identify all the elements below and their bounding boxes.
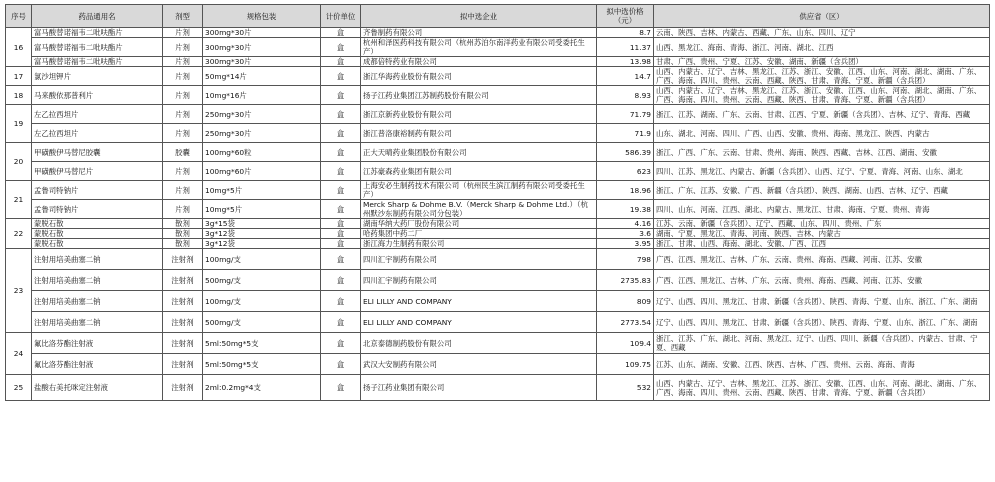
table-row (6, 105, 990, 124)
header-spec: 规格包装 (203, 5, 321, 28)
cell-spec: 300mg*30片 (203, 28, 321, 38)
cell-provinces: 浙江、广西、广东、云南、甘肃、贵州、海南、陕西、西藏、吉林、江西、湖南、安徽 (654, 143, 990, 162)
cell-spec: 10mg*5片 (203, 181, 321, 200)
cell-company: 齐鲁制药有限公司 (361, 28, 597, 38)
cell-unit: 盒 (321, 67, 361, 86)
cell-price: 3.95 (597, 239, 654, 249)
header-unit: 计价单位 (321, 5, 361, 28)
cell-drug-name: 氟比洛芬酯注射液 (32, 354, 163, 375)
cell-price: 19.38 (597, 200, 654, 219)
cell-company: 浙江普洛康裕制药有限公司 (361, 124, 597, 143)
cell-spec: 10mg*16片 (203, 86, 321, 105)
cell-drug-name: 马来酸依那普利片 (32, 86, 163, 105)
cell-price: 8.93 (597, 86, 654, 105)
cell-company: 江苏豪森药业集团有限公司 (361, 162, 597, 181)
cell-spec: 10mg*5片 (203, 200, 321, 219)
cell-drug-name: 注射用培美曲塞二钠 (32, 312, 163, 333)
cell-price: 71.9 (597, 124, 654, 143)
cell-spec: 100mg/支 (203, 249, 321, 270)
table-row (6, 86, 990, 105)
header-name: 药品通用名 (32, 5, 163, 28)
cell-unit: 盒 (321, 375, 361, 401)
cell-spec: 3g*15袋 (203, 219, 321, 229)
cell-provinces: 湖南、宁夏、黑龙江、青海、河南、陕西、吉林、内蒙古 (654, 229, 990, 239)
cell-spec: 3g*12袋 (203, 229, 321, 239)
cell-dosage-form: 散剂 (163, 219, 203, 229)
cell-provinces: 辽宁、山西、四川、黑龙江、甘肃、新疆（含兵团）、陕西、青海、宁夏、山东、浙江、广东、湖南 (654, 291, 990, 312)
cell-seq: 22 (6, 219, 32, 249)
cell-drug-name: 左乙拉西坦片 (32, 124, 163, 143)
cell-price: 809 (597, 291, 654, 312)
cell-drug-name: 蒙脱石散 (32, 239, 163, 249)
cell-drug-name: 氟比洛芬酯注射液 (32, 333, 163, 354)
cell-dosage-form: 散剂 (163, 229, 203, 239)
cell-spec: 2ml:0.2mg*4支 (203, 375, 321, 401)
cell-spec: 250mg*30片 (203, 105, 321, 124)
cell-seq: 17 (6, 67, 32, 86)
cell-drug-name: 注射用培美曲塞二钠 (32, 291, 163, 312)
cell-dosage-form: 片剂 (163, 124, 203, 143)
cell-seq: 19 (6, 105, 32, 143)
cell-price: 3.6 (597, 229, 654, 239)
cell-drug-name: 注射用培美曲塞二钠 (32, 270, 163, 291)
cell-unit: 盒 (321, 86, 361, 105)
cell-spec: 100mg*60片 (203, 162, 321, 181)
cell-price: 2773.54 (597, 312, 654, 333)
cell-provinces: 山西、内蒙古、辽宁、吉林、黑龙江、江苏、浙江、安徽、江西、山东、河南、湖北、湖南、广东、广西、海南、四川、贵州、云南、西藏、陕西、甘肃、青海、宁夏、新疆（含兵团） (654, 86, 990, 105)
cell-unit: 盒 (321, 162, 361, 181)
cell-unit: 盒 (321, 143, 361, 162)
cell-company: 杭州和泽医药科技有限公司（杭州苏泊尔南洋药业有限公司受委托生产） (361, 38, 597, 57)
cell-dosage-form: 注射剂 (163, 354, 203, 375)
cell-price: 798 (597, 249, 654, 270)
cell-company: 哈药集团中药二厂 (361, 229, 597, 239)
cell-drug-name: 孟鲁司特钠片 (32, 200, 163, 219)
cell-price: 623 (597, 162, 654, 181)
header-form: 剂型 (163, 5, 203, 28)
drug-table-wrapper (5, 4, 989, 401)
cell-company: Merck Sharp & Dohme B.V.（Merck Sharp & Dohme Ltd.）（杭州默沙东制药有限公司分包装） (361, 200, 597, 219)
cell-company: 北京泰德制药股份有限公司 (361, 333, 597, 354)
cell-provinces: 浙江、甘肃、山西、海南、湖北、安徽、广西、江西 (654, 239, 990, 249)
cell-company: 成都倍特药业有限公司 (361, 57, 597, 67)
cell-dosage-form: 注射剂 (163, 291, 203, 312)
table-row (6, 270, 990, 291)
cell-company: 扬子江药业集团江苏制药股份有限公司 (361, 86, 597, 105)
table-row (6, 239, 990, 249)
cell-company: ELI LILLY AND COMPANY (361, 291, 597, 312)
cell-provinces: 浙江、江苏、广东、湖北、河南、黑龙江、辽宁、山西、四川、新疆（含兵团）、内蒙古、甘肃、宁夏、西藏 (654, 333, 990, 354)
cell-provinces: 山东、湖北、河南、四川、广西、山西、安徽、贵州、海南、黑龙江、陕西、内蒙古 (654, 124, 990, 143)
cell-company: 扬子江药业集团有限公司 (361, 375, 597, 401)
cell-spec: 500mg/支 (203, 270, 321, 291)
cell-provinces: 辽宁、山西、四川、黑龙江、甘肃、新疆（含兵团）、陕西、青海、宁夏、山东、浙江、广东、湖南 (654, 312, 990, 333)
cell-unit: 盒 (321, 239, 361, 249)
cell-company: ELI LILLY AND COMPANY (361, 312, 597, 333)
cell-provinces: 四川、山东、河南、江西、湖北、内蒙古、黑龙江、甘肃、海南、宁夏、贵州、青海 (654, 200, 990, 219)
cell-seq: 16 (6, 28, 32, 67)
table-row (6, 28, 990, 38)
cell-drug-name: 左乙拉西坦片 (32, 105, 163, 124)
cell-dosage-form: 散剂 (163, 239, 203, 249)
cell-price: 8.7 (597, 28, 654, 38)
cell-dosage-form: 片剂 (163, 105, 203, 124)
header-row (6, 5, 990, 28)
cell-drug-name: 蒙脱石散 (32, 229, 163, 239)
cell-drug-name: 甲磺酸伊马替尼胶囊 (32, 143, 163, 162)
cell-spec: 5ml:50mg*5支 (203, 333, 321, 354)
cell-dosage-form: 片剂 (163, 181, 203, 200)
cell-seq: 24 (6, 333, 32, 375)
cell-drug-name: 氯沙坦钾片 (32, 67, 163, 86)
table-row (6, 249, 990, 270)
cell-dosage-form: 片剂 (163, 162, 203, 181)
cell-seq: 23 (6, 249, 32, 333)
table-row (6, 124, 990, 143)
cell-provinces: 山西、内蒙古、辽宁、吉林、黑龙江、江苏、浙江、安徽、江西、山东、河南、湖北、湖南、广东、广西、海南、四川、贵州、云南、西藏、陕西、甘肃、青海、宁夏、新疆（含兵团） (654, 375, 990, 401)
cell-dosage-form: 片剂 (163, 28, 203, 38)
cell-provinces: 广西、江西、黑龙江、吉林、广东、云南、贵州、海南、西藏、河南、江苏、安徽 (654, 249, 990, 270)
table-body (6, 28, 990, 401)
table-row (6, 200, 990, 219)
cell-provinces: 云南、陕西、吉林、内蒙古、西藏、广东、山东、四川、辽宁 (654, 28, 990, 38)
header-provinces: 供应省（区） (654, 5, 990, 28)
cell-provinces: 江苏、山东、湖南、安徽、江西、陕西、吉林、广西、贵州、云南、海南、青海 (654, 354, 990, 375)
cell-provinces: 广西、江西、黑龙江、吉林、广东、云南、贵州、海南、西藏、河南、江苏、安徽 (654, 270, 990, 291)
drug-selection-table (5, 4, 990, 401)
table-row (6, 219, 990, 229)
cell-unit: 盒 (321, 200, 361, 219)
cell-company: 浙江华海药业股份有限公司 (361, 67, 597, 86)
cell-company: 武汉大安制药有限公司 (361, 354, 597, 375)
cell-drug-name: 富马酸替诺福韦二吡呋酯片 (32, 57, 163, 67)
cell-dosage-form: 片剂 (163, 67, 203, 86)
cell-price: 109.75 (597, 354, 654, 375)
cell-provinces: 山西、黑龙江、海南、青海、浙江、河南、湖北、江西 (654, 38, 990, 57)
cell-price: 14.7 (597, 67, 654, 86)
header-price: 拟中选价格（元） (597, 5, 654, 28)
table-row (6, 229, 990, 239)
table-row (6, 143, 990, 162)
cell-company: 浙江京新药业股份有限公司 (361, 105, 597, 124)
cell-dosage-form: 注射剂 (163, 375, 203, 401)
cell-price: 532 (597, 375, 654, 401)
cell-spec: 500mg/支 (203, 312, 321, 333)
header-seq: 序号 (6, 5, 32, 28)
cell-dosage-form: 胶囊 (163, 143, 203, 162)
table-row (6, 38, 990, 57)
cell-unit: 盒 (321, 105, 361, 124)
cell-seq: 21 (6, 181, 32, 219)
table-row (6, 354, 990, 375)
cell-drug-name: 富马酸替诺福韦二吡呋酯片 (32, 28, 163, 38)
table-row (6, 67, 990, 86)
cell-drug-name: 盐酸右美托咪定注射液 (32, 375, 163, 401)
cell-price: 4.16 (597, 219, 654, 229)
cell-unit: 盒 (321, 354, 361, 375)
cell-unit: 盒 (321, 312, 361, 333)
cell-spec: 100mg/支 (203, 291, 321, 312)
cell-unit: 盒 (321, 124, 361, 143)
cell-spec: 300mg*30片 (203, 57, 321, 67)
table-row (6, 57, 990, 67)
cell-drug-name: 孟鲁司特钠片 (32, 181, 163, 200)
cell-price: 11.37 (597, 38, 654, 57)
cell-dosage-form: 片剂 (163, 38, 203, 57)
table-row (6, 375, 990, 401)
cell-company: 上海安必生制药技术有限公司（杭州民生滨江制药有限公司受委托生产） (361, 181, 597, 200)
cell-drug-name: 甲磺酸伊马替尼片 (32, 162, 163, 181)
cell-unit: 盒 (321, 57, 361, 67)
cell-price: 71.79 (597, 105, 654, 124)
table-row (6, 333, 990, 354)
cell-provinces: 江苏、云南、新疆（含兵团）、辽宁、西藏、山东、四川、贵州、广东 (654, 219, 990, 229)
cell-spec: 300mg*30片 (203, 38, 321, 57)
cell-price: 13.98 (597, 57, 654, 67)
cell-provinces: 浙江、广东、江苏、安徽、广西、新疆（含兵团）、陕西、湖南、山西、吉林、辽宁、西藏 (654, 181, 990, 200)
table-row (6, 162, 990, 181)
table-row (6, 181, 990, 200)
cell-price: 18.96 (597, 181, 654, 200)
cell-drug-name: 蒙脱石散 (32, 219, 163, 229)
cell-provinces: 浙江、江苏、湖南、广东、云南、甘肃、江西、宁夏、新疆（含兵团）、吉林、辽宁、青海、西藏 (654, 105, 990, 124)
cell-drug-name: 富马酸替诺福韦二吡呋酯片 (32, 38, 163, 57)
cell-seq: 18 (6, 86, 32, 105)
cell-price: 586.39 (597, 143, 654, 162)
cell-price: 2735.83 (597, 270, 654, 291)
cell-unit: 盒 (321, 181, 361, 200)
table-row (6, 312, 990, 333)
cell-unit: 盒 (321, 28, 361, 38)
cell-spec: 5ml:50mg*5支 (203, 354, 321, 375)
header-company: 拟中选企业 (361, 5, 597, 28)
cell-drug-name: 注射用培美曲塞二钠 (32, 249, 163, 270)
cell-company: 四川汇宇制药有限公司 (361, 270, 597, 291)
cell-unit: 盒 (321, 219, 361, 229)
cell-spec: 100mg*60粒 (203, 143, 321, 162)
cell-unit: 盒 (321, 333, 361, 354)
cell-dosage-form: 片剂 (163, 200, 203, 219)
cell-spec: 50mg*14片 (203, 67, 321, 86)
cell-price: 109.4 (597, 333, 654, 354)
cell-unit: 盒 (321, 249, 361, 270)
cell-unit: 盒 (321, 38, 361, 57)
cell-dosage-form: 片剂 (163, 57, 203, 67)
cell-provinces: 甘肃、广西、贵州、宁夏、江苏、安徽、湖南、新疆（含兵团） (654, 57, 990, 67)
cell-dosage-form: 注射剂 (163, 270, 203, 291)
cell-dosage-form: 片剂 (163, 86, 203, 105)
cell-unit: 盒 (321, 270, 361, 291)
cell-company: 浙江海力生制药有限公司 (361, 239, 597, 249)
cell-provinces: 山西、内蒙古、辽宁、吉林、黑龙江、江苏、浙江、安徽、江西、山东、河南、湖北、湖南、广东、广西、海南、四川、贵州、云南、西藏、陕西、甘肃、青海、宁夏、新疆（含兵团） (654, 67, 990, 86)
cell-dosage-form: 注射剂 (163, 249, 203, 270)
cell-company: 湖南华纳大药厂股份有限公司 (361, 219, 597, 229)
cell-company: 四川汇宇制药有限公司 (361, 249, 597, 270)
cell-dosage-form: 注射剂 (163, 333, 203, 354)
cell-provinces: 四川、江苏、黑龙江、内蒙古、新疆（含兵团）、山西、辽宁、宁夏、青海、河南、山东、湖北 (654, 162, 990, 181)
cell-spec: 3g*12袋 (203, 239, 321, 249)
cell-spec: 250mg*30片 (203, 124, 321, 143)
cell-unit: 盒 (321, 291, 361, 312)
cell-dosage-form: 注射剂 (163, 312, 203, 333)
cell-seq: 25 (6, 375, 32, 401)
cell-unit: 盒 (321, 229, 361, 239)
cell-seq: 20 (6, 143, 32, 181)
table-row (6, 291, 990, 312)
cell-company: 正大天晴药业集团股份有限公司 (361, 143, 597, 162)
